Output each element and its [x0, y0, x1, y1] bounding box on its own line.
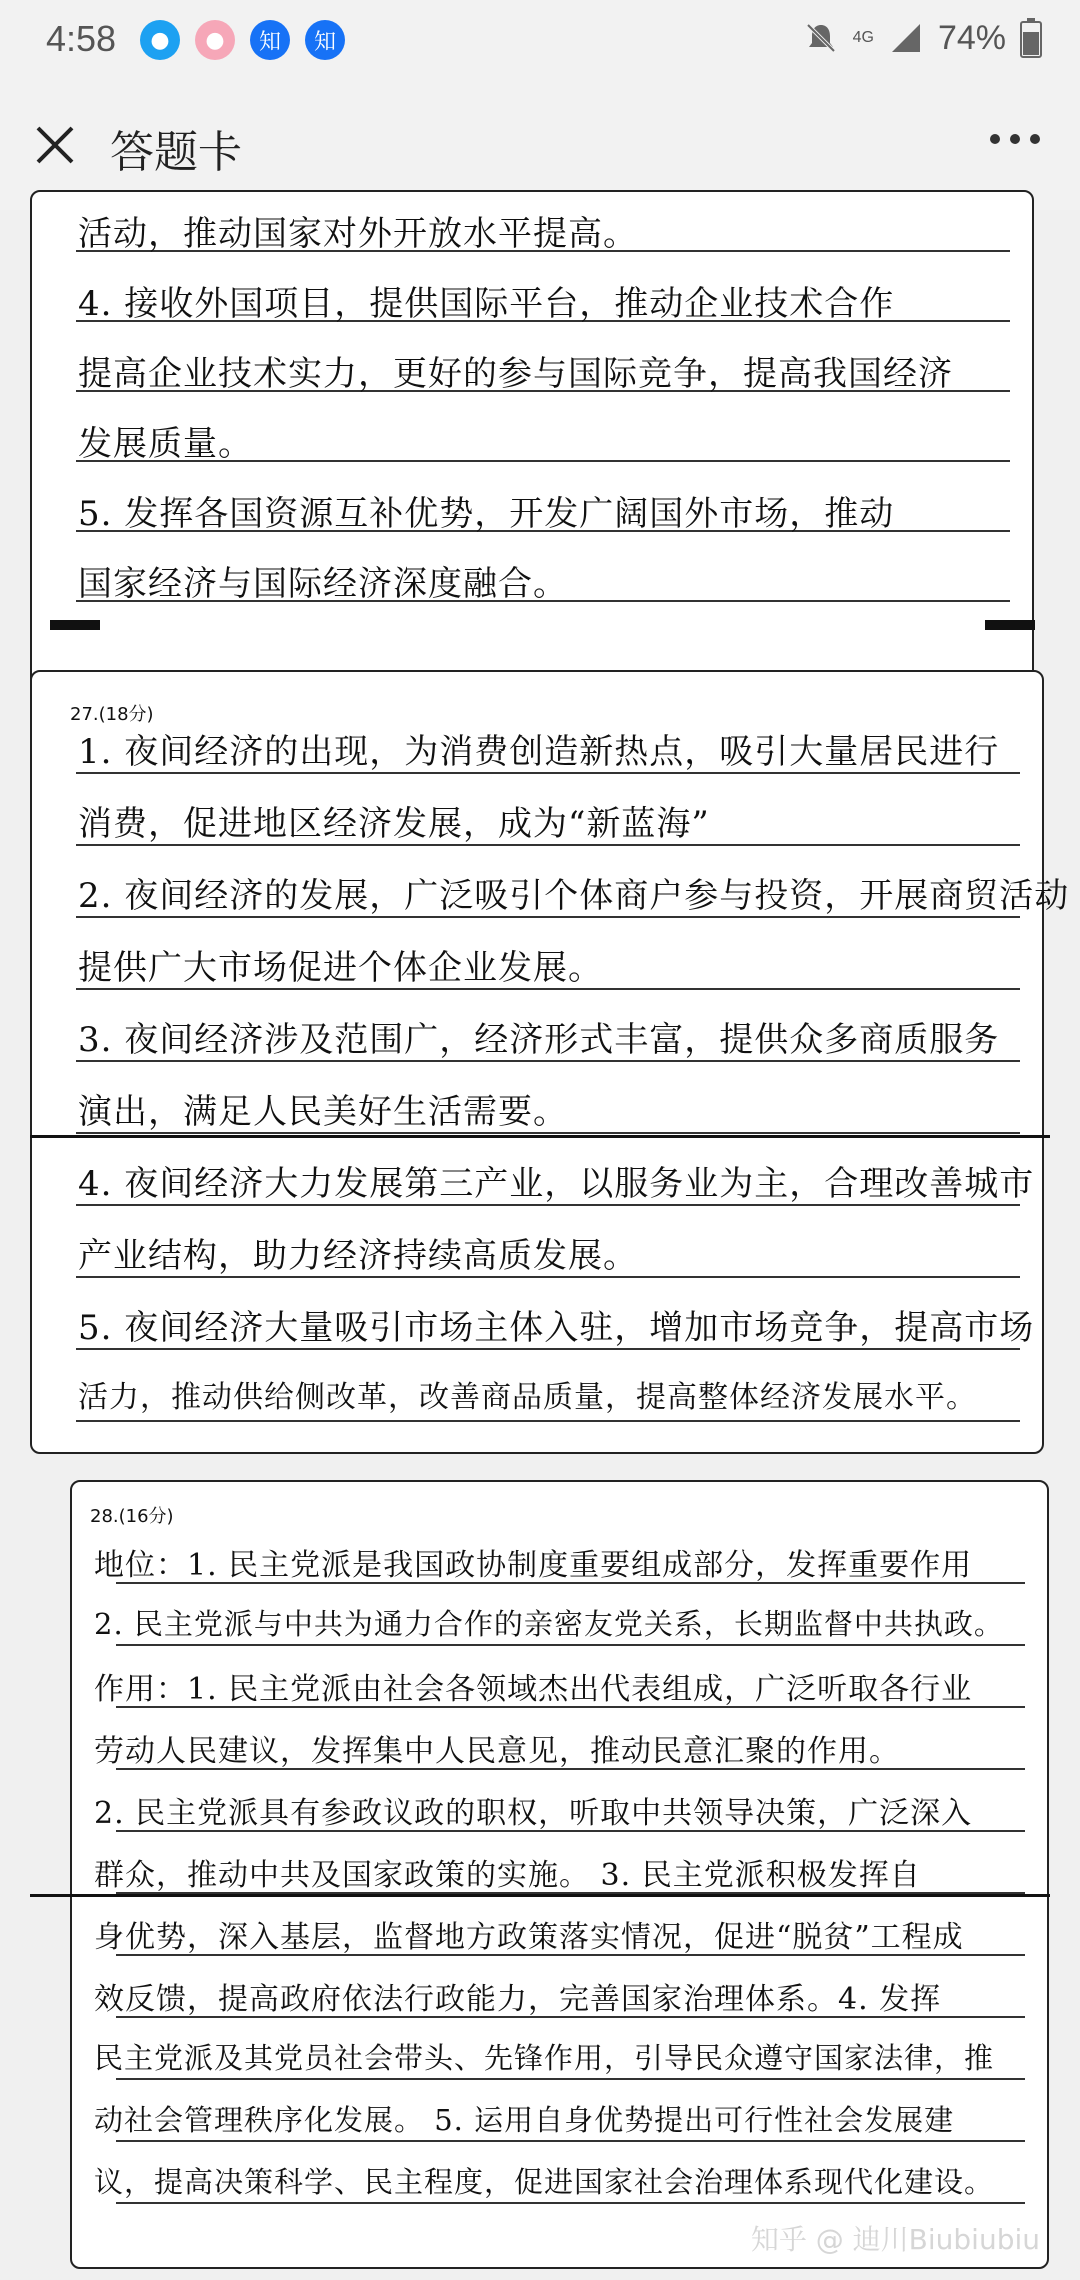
fold-line [30, 1894, 1050, 1897]
answer-line: 2. 民主党派与中共为通力合作的亲密友党关系，长期监督中共执政。 [94, 1607, 1004, 1641]
answer-sheet-content [0, 210, 1080, 2280]
answer-line: 身优势，深入基层，监督地方政策落实情况，促进“脱贫”工程成 [94, 1920, 964, 1955]
answer-line: 劳动人民建议，发挥集中人民意见，推动民意汇聚的作用。 [94, 1734, 900, 1769]
answer-line: 国家经济与国际经济深度融合。 [78, 564, 568, 604]
answer-line: 5. 发挥各国资源互补优势，开发广阔国外市场，推动 [78, 494, 895, 534]
qq-notification-icon: ● [140, 20, 180, 60]
answer-line: 活力，推动供给侧改革，改善商品质量，提高整体经济发展水平。 [78, 1380, 977, 1415]
answer-line: 1. 夜间经济的出现，为消费创造新热点，吸引大量居民进行 [78, 732, 1000, 772]
answer-line: 效反馈，提高政府依法行政能力，完善国家治理体系。4. 发挥 [94, 1982, 942, 2017]
answer-line: 民主党派及其党员社会带头、先锋作用，引导民众遵守国家法律，推 [94, 2041, 995, 2075]
mute-icon [803, 20, 839, 56]
answer-line: 产业结构，助力经济持续高质发展。 [78, 1236, 638, 1276]
answer-line: 群众，推动中共及国家政策的实施。 3. 民主党派积极发挥自 [94, 1858, 921, 1893]
scan-marker [50, 620, 100, 630]
question-label: 28.(16分) [90, 1506, 174, 1527]
answer-line: 作用：1. 民主党派由社会各领域杰出代表组成，广泛听取各行业 [94, 1672, 973, 1707]
question-label: 27.(18分) [70, 704, 154, 725]
answer-line: 4. 夜间经济大力发展第三产业，以服务业为主，合理改善城市 [78, 1164, 1035, 1204]
battery-percent: 74% [937, 18, 1006, 57]
battery-icon [1020, 18, 1042, 58]
scan-marker [985, 620, 1035, 630]
zhihu-notification-icon: 知 [250, 20, 290, 60]
answer-line: 3. 夜间经济涉及范围广，经济形式丰富，提供众多商质服务 [78, 1020, 1000, 1060]
more-options-icon[interactable] [990, 134, 1040, 144]
network-type: 4G [852, 29, 874, 46]
status-right [803, 18, 1042, 58]
answer-card-27 [30, 670, 1070, 1454]
answer-line: 消费，促进地区经济发展，成为“新蓝海” [78, 804, 710, 844]
answer-line: 4. 接收外国项目，提供国际平台，推动企业技术合作 [78, 284, 895, 324]
answer-line: 演出，满足人民美好生活需要。 [78, 1092, 568, 1132]
answer-line: 动社会管理秩序化发展。 5. 运用自身优势提出可行性社会发展建 [94, 2103, 955, 2137]
fold-line [30, 1135, 1050, 1138]
answer-line: 2. 夜间经济的发展，广泛吸引个体商户参与投资，开展商贸活动 [78, 876, 1070, 916]
answer-line: 提供广大市场促进个体企业发展。 [78, 948, 603, 988]
answer-line: 5. 夜间经济大量吸引市场主体入驻，增加市场竞争，提高市场 [78, 1308, 1035, 1348]
answer-line: 地位：1. 民主党派是我国政协制度重要组成部分，发挥重要作用 [94, 1548, 973, 1583]
answer-line: 提高企业技术实力，更好的参与国际竞争，提高我国经济 [78, 354, 953, 394]
page-title: 答题卡 [110, 127, 242, 178]
answer-line: 发展质量。 [78, 424, 253, 464]
answer-card-28 [70, 1480, 1049, 2269]
answer-line: 2. 民主党派具有参政议政的职权，听取中共领导决策，广泛深入 [94, 1796, 973, 1831]
status-bar [0, 0, 1080, 80]
close-icon[interactable] [30, 120, 80, 170]
signal-icon [888, 20, 924, 56]
answer-line: 议，提高决策科学、民主程度，促进国家社会治理体系现代化建设。 [94, 2165, 995, 2199]
bilibili-notification-icon: ● [195, 20, 235, 60]
answer-line: 活动，推动国家对外开放水平提高。 [78, 214, 638, 254]
status-time: 4:58 [46, 18, 117, 59]
zhihu-notification-icon-2: 知 [305, 20, 345, 60]
watermark: 知乎 @ 迪川Biubiubiu [750, 2223, 1040, 2256]
